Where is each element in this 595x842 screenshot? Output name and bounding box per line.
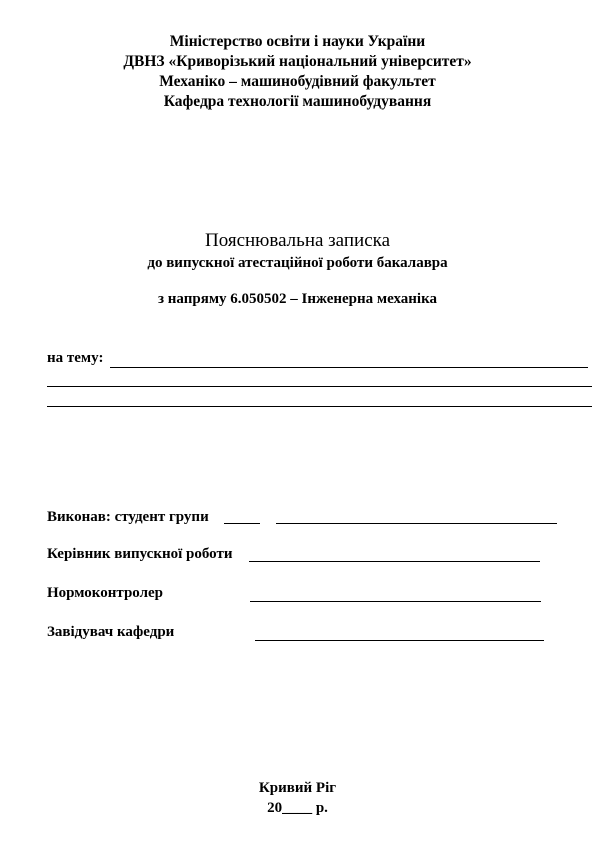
supervisor-label: Керівник випускної роботи [47, 546, 233, 562]
topic-line-1[interactable] [110, 367, 588, 368]
department-head-label: Завідувач кафедри [47, 624, 175, 640]
direction-line: з напряму 6.050502 – Інженерна механіка [158, 291, 437, 307]
topic-line-2[interactable] [47, 386, 592, 387]
document-title: Пояснювальна записка [204, 230, 391, 251]
department-line: Кафедра технології машинобудування [163, 93, 432, 110]
topic-label: на тему: [47, 350, 104, 366]
performer-label: Виконав: студент групи [47, 509, 209, 525]
normcontrol-signature-field[interactable] [250, 601, 541, 602]
performer-signature-field[interactable] [276, 523, 557, 524]
document-subtitle: до випускної атестаційної роботи бакалавра [147, 255, 448, 271]
department-head-signature-field[interactable] [255, 640, 544, 641]
city-label: Кривий Ріг [258, 780, 337, 796]
ministry-line: Міністерство освіти і науки України [169, 33, 426, 50]
normcontrol-label: Нормоконтролер [47, 585, 164, 601]
faculty-line: Механіко – машинобудівний факультет [159, 73, 436, 90]
group-field[interactable] [224, 523, 260, 524]
supervisor-signature-field[interactable] [249, 561, 540, 562]
university-line: ДВНЗ «Криворізький національний університет» [123, 53, 472, 70]
topic-line-3[interactable] [47, 406, 592, 407]
year-label: 20____ р. [267, 800, 328, 816]
